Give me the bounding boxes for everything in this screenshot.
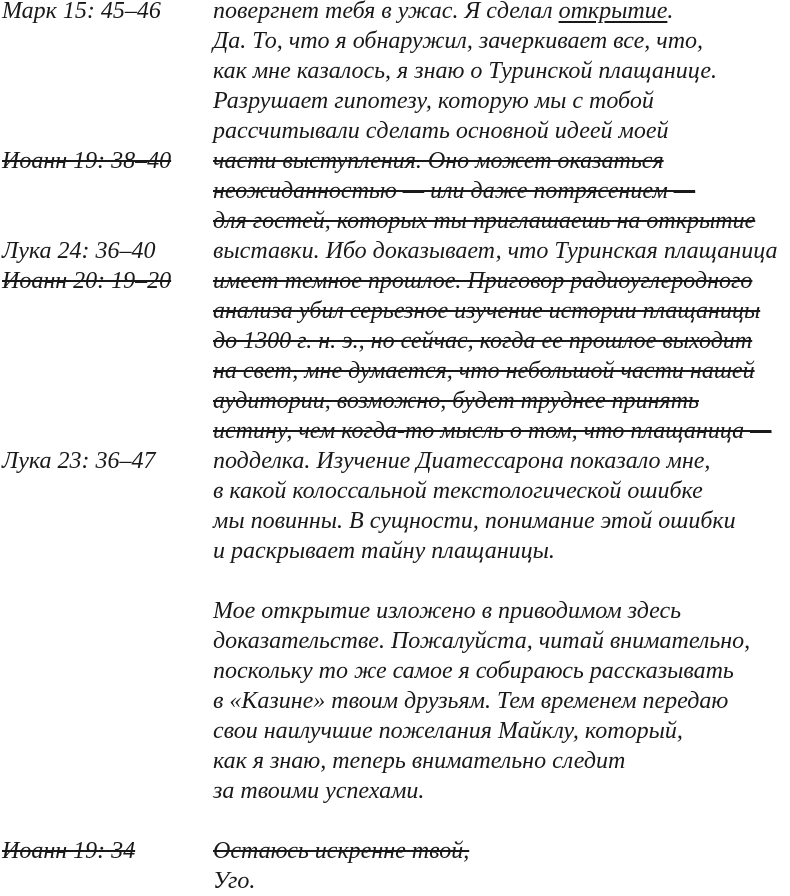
text-segment: Остаюсь искренне твой, bbox=[213, 838, 470, 864]
letter-text-line bbox=[213, 506, 790, 536]
letter-text-line bbox=[213, 416, 790, 446]
letter-text-line bbox=[213, 656, 790, 686]
letter-line bbox=[0, 206, 790, 236]
letter-text-line bbox=[213, 0, 790, 26]
text-segment: Уго. bbox=[213, 868, 256, 894]
letter-text-line bbox=[213, 176, 790, 206]
verse-reference: Лука 24: 36–40 bbox=[2, 238, 156, 264]
letter-text-line bbox=[213, 236, 790, 266]
text-segment: рассчитывали сделать основной идеей моей bbox=[213, 118, 669, 144]
verse-reference bbox=[0, 116, 213, 146]
letter-line bbox=[0, 476, 790, 506]
letter-line bbox=[0, 506, 790, 536]
letter-line bbox=[0, 86, 790, 116]
text-segment: доказательстве. Пожалуйста, читай внимательно, bbox=[213, 628, 751, 654]
verse-reference bbox=[0, 626, 213, 656]
letter-line bbox=[0, 866, 790, 896]
text-segment: поскольку то же самое я собираюсь рассказывать bbox=[213, 658, 734, 684]
text-segment: Разрушает гипотезу, которую мы с тобой bbox=[213, 88, 654, 114]
verse-reference bbox=[0, 866, 213, 896]
verse-reference bbox=[0, 476, 213, 506]
letter-text-line bbox=[213, 446, 790, 476]
letter-line bbox=[0, 746, 790, 776]
letter-text-line bbox=[213, 536, 790, 566]
text-segment: анализа убил серьезное изучение истории плащаницы bbox=[213, 298, 761, 324]
letter-text-line bbox=[213, 206, 790, 236]
verse-reference bbox=[0, 596, 213, 626]
letter-text-line bbox=[213, 296, 790, 326]
letter-line bbox=[0, 716, 790, 746]
text-segment: Мое открытие изложено в приводимом здесь bbox=[213, 598, 682, 624]
verse-reference: Иоанн 19: 38–40 bbox=[2, 148, 172, 174]
letter-line bbox=[0, 266, 790, 296]
text-segment: имеет темное прошлое. Приговор радиоуглеродного bbox=[213, 268, 753, 294]
text-segment: до 1300 г. н. э., но сейчас, когда ее прошлое выходит bbox=[213, 328, 753, 354]
letter-text-line bbox=[213, 686, 790, 716]
text-segment: и раскрывает тайну плащаницы. bbox=[213, 538, 555, 564]
verse-reference: Иоанн 19: 34 bbox=[2, 838, 136, 864]
blank-line bbox=[0, 566, 790, 596]
letter-text-line bbox=[213, 836, 790, 866]
letter-text-line bbox=[213, 326, 790, 356]
letter-text-line bbox=[213, 116, 790, 146]
letter-text-line bbox=[213, 866, 790, 896]
letter-text-line bbox=[213, 596, 790, 626]
letter-line bbox=[0, 56, 790, 86]
verse-reference bbox=[0, 356, 213, 386]
letter-text-line bbox=[213, 26, 790, 56]
letter-line bbox=[0, 596, 790, 626]
text-segment: истину, чем когда-то мысль о том, что плащаница — bbox=[213, 418, 772, 444]
letter-text-line bbox=[213, 716, 790, 746]
text-segment: свои наилучшие пожелания Майклу, который, bbox=[213, 718, 683, 744]
letter-line bbox=[0, 116, 790, 146]
letter-line bbox=[0, 626, 790, 656]
verse-reference bbox=[0, 86, 213, 116]
letter-line bbox=[0, 416, 790, 446]
verse-reference bbox=[0, 776, 213, 806]
verse-reference bbox=[0, 56, 213, 86]
verse-reference bbox=[0, 386, 213, 416]
text-segment: неожиданностью — или даже потрясением — bbox=[213, 178, 696, 204]
letter-text-line bbox=[213, 476, 790, 506]
letter-line bbox=[0, 26, 790, 56]
text-segment: . bbox=[667, 0, 674, 24]
verse-reference bbox=[0, 176, 213, 206]
text-segment: как я знаю, теперь внимательно следит bbox=[213, 748, 626, 774]
letter-text-line bbox=[213, 86, 790, 116]
letter-text-line bbox=[213, 626, 790, 656]
letter-line bbox=[0, 446, 790, 476]
text-segment: Да. То, что я обнаружил, зачеркивает все, что, bbox=[213, 28, 704, 54]
text-segment: выставки. Ибо доказывает, что Туринская плащаница bbox=[213, 238, 778, 264]
letter-text-line bbox=[213, 356, 790, 386]
verse-reference bbox=[0, 296, 213, 326]
blank-line bbox=[0, 806, 790, 836]
letter-text-line bbox=[213, 146, 790, 176]
letter-line bbox=[0, 776, 790, 806]
letter-line bbox=[0, 536, 790, 566]
verse-reference bbox=[0, 326, 213, 356]
letter-line bbox=[0, 176, 790, 206]
verse-reference bbox=[0, 686, 213, 716]
letter-line bbox=[0, 656, 790, 686]
letter-line bbox=[0, 356, 790, 386]
verse-reference bbox=[0, 416, 213, 446]
letter-text-line bbox=[213, 266, 790, 296]
text-segment: на свет, мне думается, что небольшой части нашей bbox=[213, 358, 755, 384]
text-segment: части выступления. Оно может оказаться bbox=[213, 148, 664, 174]
verse-reference bbox=[0, 206, 213, 236]
text-segment: подделка. Изучение Диатессарона показало мне, bbox=[213, 448, 711, 474]
text-segment: в какой колоссальной текстологической ошибке bbox=[213, 478, 703, 504]
letter-line bbox=[0, 296, 790, 326]
letter-line bbox=[0, 236, 790, 266]
letter-line bbox=[0, 686, 790, 716]
letter-line bbox=[0, 836, 790, 866]
text-segment: как мне казалось, я знаю о Туринской плащанице. bbox=[213, 58, 718, 84]
text-segment: за твоими успехами. bbox=[213, 778, 425, 804]
underlined-word: открытие bbox=[558, 0, 668, 24]
text-segment: для гостей, которых ты приглашаешь на открытие bbox=[213, 208, 756, 234]
letter-text-line bbox=[213, 56, 790, 86]
verse-reference bbox=[0, 26, 213, 56]
verse-reference bbox=[0, 746, 213, 776]
letter-text-line bbox=[213, 776, 790, 806]
letter-line bbox=[0, 326, 790, 356]
letter-line bbox=[0, 146, 790, 176]
verse-reference: Иоанн 20: 19–20 bbox=[2, 268, 172, 294]
verse-reference bbox=[0, 506, 213, 536]
text-segment: аудитории, возможно, будет труднее принять bbox=[213, 388, 699, 414]
letter-line bbox=[0, 0, 790, 26]
text-segment: повергнет тебя в ужас. Я сделал bbox=[213, 0, 559, 24]
letter-line bbox=[0, 386, 790, 416]
verse-reference bbox=[0, 656, 213, 686]
verse-reference bbox=[0, 716, 213, 746]
verse-reference bbox=[0, 536, 213, 566]
letter-text-line bbox=[213, 386, 790, 416]
text-segment: в «Казине» твоим друзьям. Тем временем передаю bbox=[213, 688, 729, 714]
verse-reference: Марк 15: 45–46 bbox=[2, 0, 161, 24]
verse-reference: Лука 23: 36–47 bbox=[2, 448, 156, 474]
text-segment: мы повинны. В сущности, понимание этой ошибки bbox=[213, 508, 736, 534]
letter-text-line bbox=[213, 746, 790, 776]
